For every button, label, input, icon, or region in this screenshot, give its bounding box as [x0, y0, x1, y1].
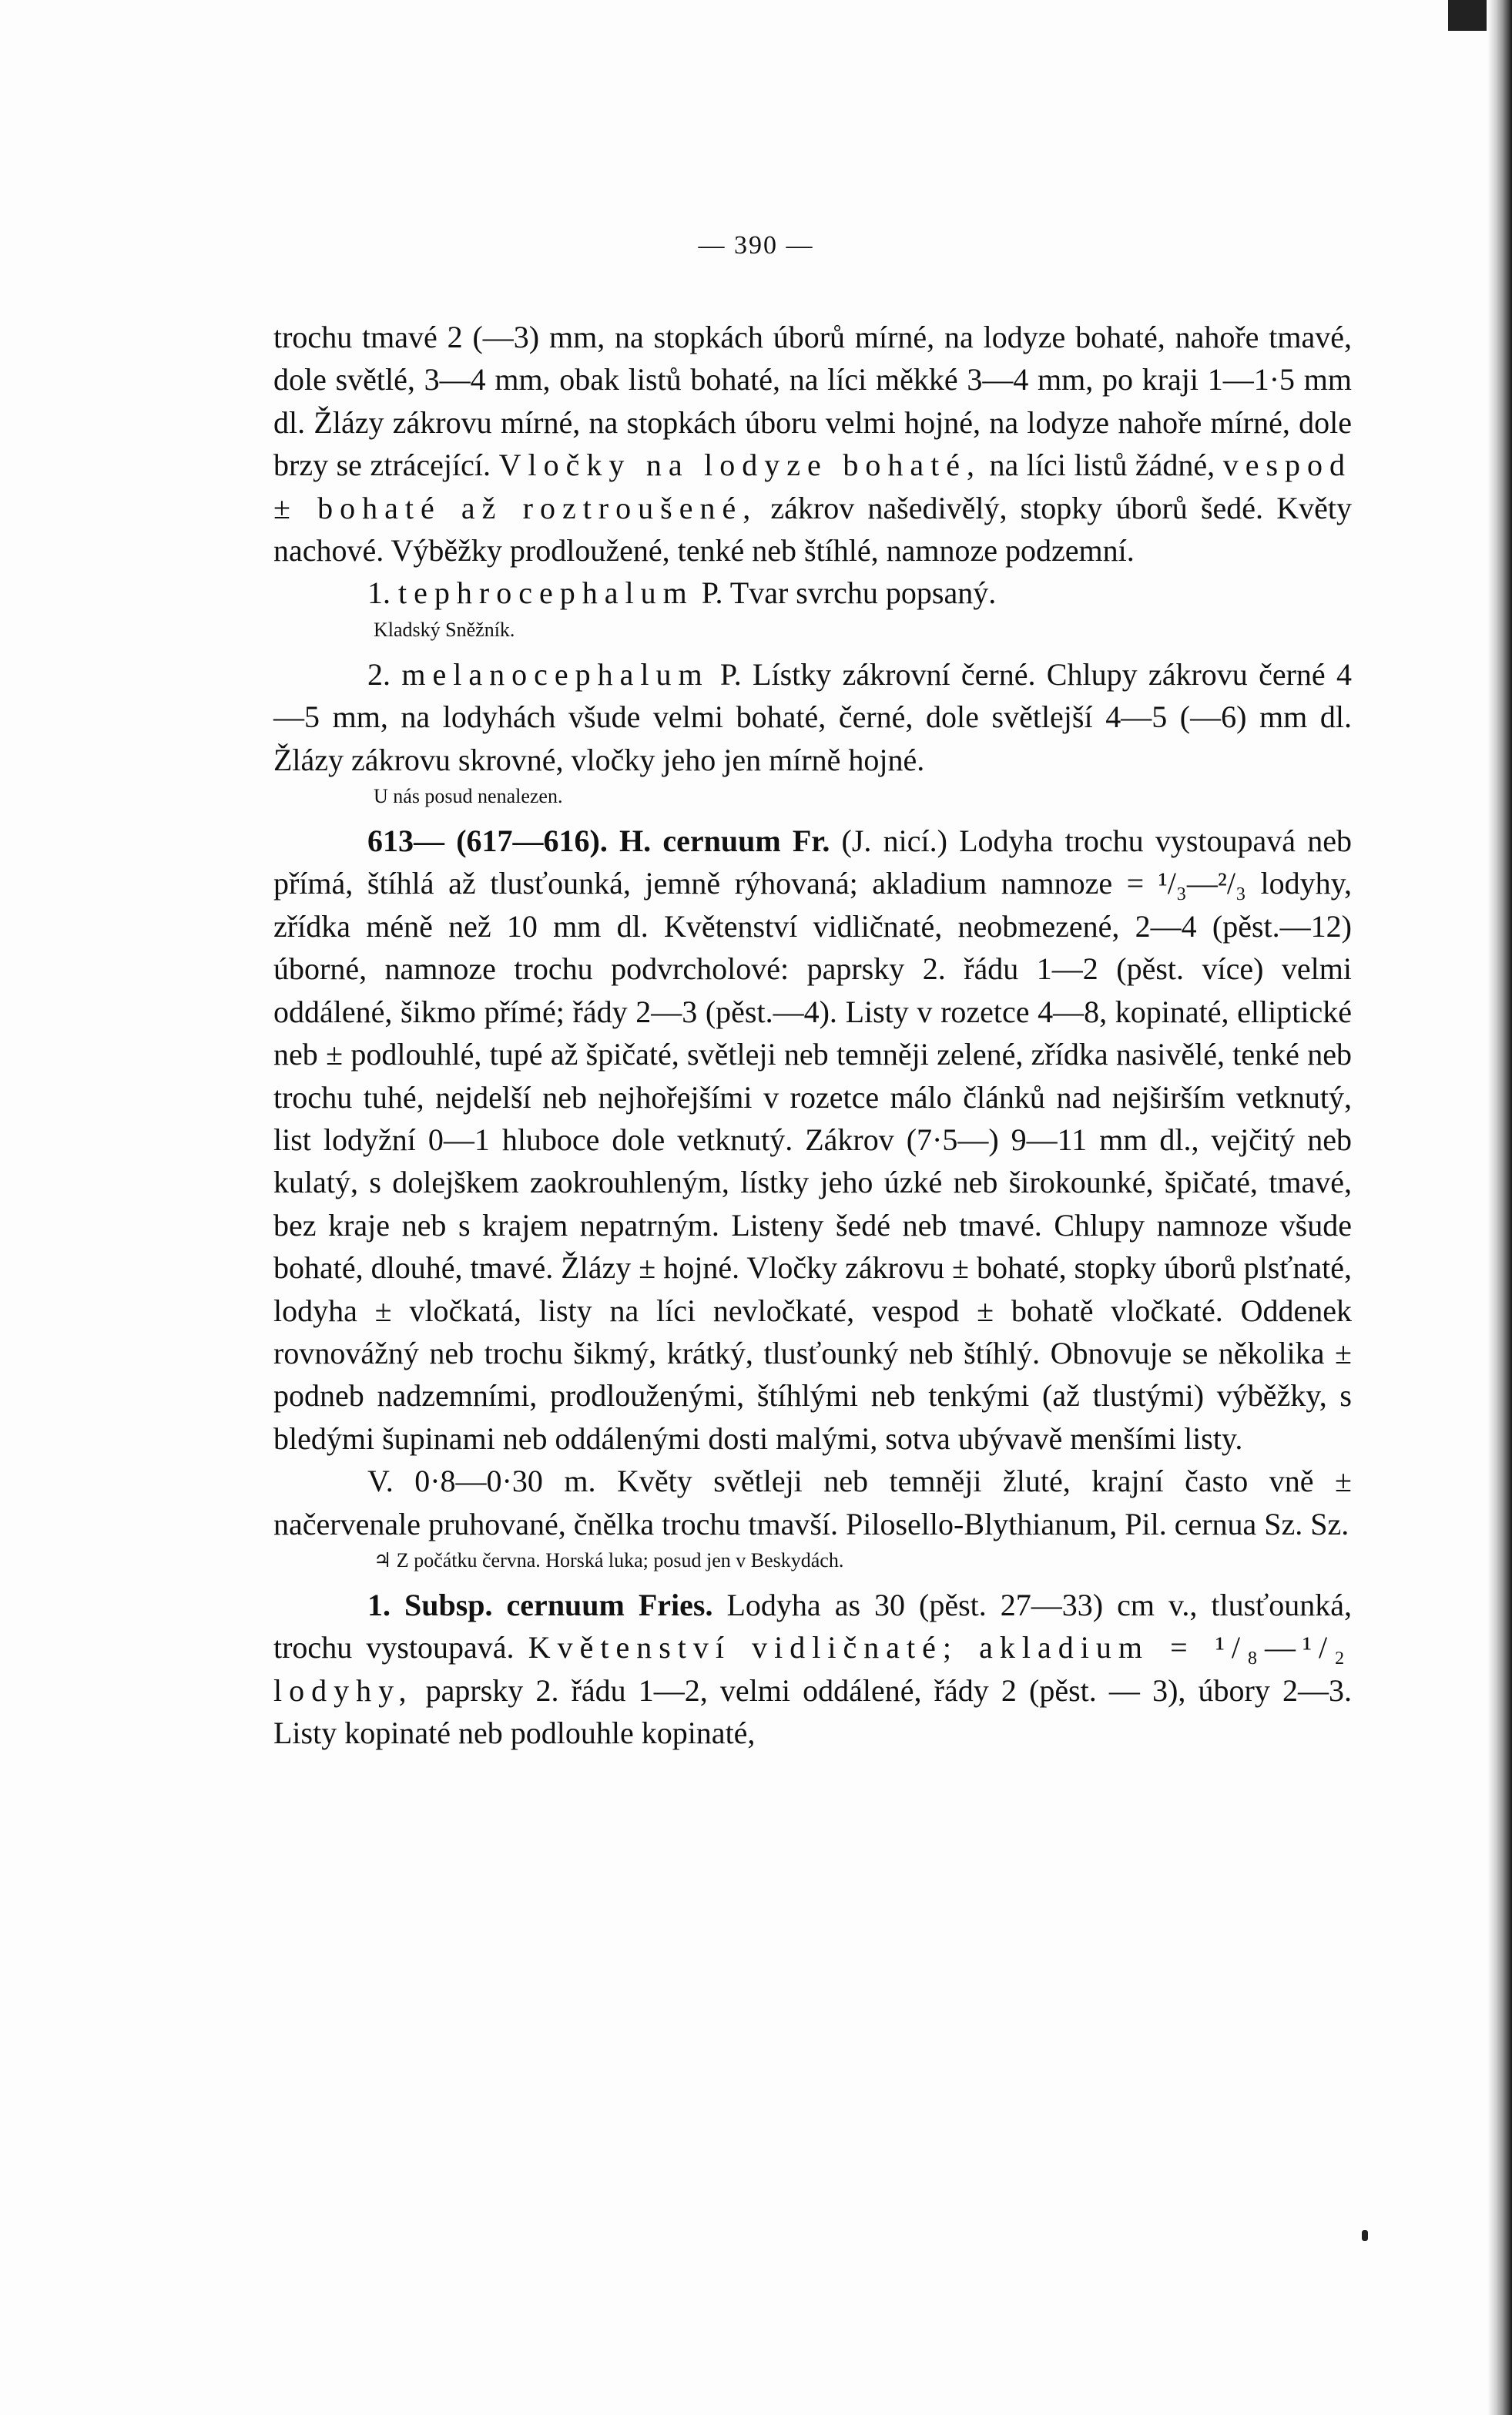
ink-speck: [1362, 2230, 1368, 2241]
variety-1: 1. tephrocephalum P. Tvar svrchu popsaný.: [367, 575, 997, 611]
paragraph-description: trochu tmavé 2 (—3) mm, na stopkách úborů mírné, na lodyze bohaté, nahoře tmavé, dole světlé, 3—4 mm, obak listů bohaté, na líci měkké 3—4 mm, po kraji 1—1·5 mm dl. Žlázy zákrovu mírné, na stopkách úboru velmi hojné, na lodyze nahoře mírné, dole brzy se ztrácející. Vločky na lodyze bohaté, na líci listů žádné, vespod ± bohaté až roztroušené, zákrov našedivělý, stopky úborů šedé. Květy nachové. Výběžky prodloužené, tenké neb štíhlé, namnoze podzemní.: [273, 320, 1353, 569]
page-edge-shadow: [1487, 0, 1512, 2415]
variety-name: melanocephalum: [401, 656, 709, 692]
body-text: [273, 316, 1352, 1755]
spaced-emphasis: Vločky na lodyze bohaté,: [498, 448, 981, 483]
variety-name: tephrocephalum: [398, 575, 694, 611]
spaced-emphasis: Květenství vidličnaté; akladium = ¹/₈—¹/₂ lodyhy,: [273, 1630, 1352, 1708]
subspecies-paragraph: 1. Subsp. cernuum Fries. Lodyha as 30 (pěst. 27—33) cm v., tlusťounká, trochu vystoupavá. Květenství vidličnaté; akladium = ¹/₈—¹/₂ lodyhy, paprsky 2. řádu 1—2, velmi oddálené, řády 2 (pěst. — 3), úbory 2—3. Listy kopinaté neb podlouhle kopinaté,: [273, 1587, 1352, 1751]
variety-2: 2. melanocephalum P. Lístky zákrovní černé. Chlupy zákrovu černé 4—5 mm, na lodyhách všude velmi bohaté, černé, dole světlejší 4—5 (—6) mm dl. Žlázy zákrovu skrovné, vločky jeho jen mírně hojné.: [273, 656, 1353, 777]
bloom-locality: ♃ Z počátku června. Horská luka; posud jen v Beskydách.: [374, 1548, 844, 1571]
page-corner-mark: [1448, 0, 1487, 31]
species-heading: 613— (617—616). H. cernuum Fr.: [367, 823, 830, 859]
page-number: — 390 —: [698, 231, 814, 260]
species-description: 613— (617—616). H. cernuum Fr. (J. nicí.) Lodyha trochu vystoupavá neb přímá, štíhlá až tlusťounká, jemně rýhovaná; akladium namnoze = ¹/₃—²/₃ lodyhy, zřídka méně než 10 mm dl. Květenství vidličnaté, neobmezené, 2—4 (pěst.—12) úborné, namnoze trochu podvrcholové: paprsky 2. řádu 1—2 (pěst. více) velmi oddálené, šikmo přímé; řády 2—3 (pěst.—4). Listy v rozetce 4—8, kopinaté, elliptické neb ± podlouhlé, tupé až špičaté, světleji neb temněji zelené, zřídka nasivělé, tenké neb trochu tuhé, nejdelší neb nejhořejšími v rozetce málo článků nad nejširším vetknutý, list lodyžní 0—1 hluboce dole vetknutý. Zákrov (7·5—) 9—11 mm dl., vejčitý neb kulatý, s dolejškem zaokrouhleným, lístky jeho úzké neb širokounké, špičaté, tmavé, bez kraje neb s krajem nepatrným. Listeny šedé neb tmavé. Chlupy namnoze všude bohaté, dlouhé, tmavé. Žlázy ± hojné. Vločky zákrovu ± bohaté, stopky úborů plsťnaté, lodyha ± vločkatá, listy na líci nevločkaté, vespod ± bohatě vločkaté. Oddenek rovnovážný neb trochu šikmý, krátký, tlusťounký neb štíhlý. Obnovuje se několika ± podneb nadzemními, prodlouženými, štíhlými neb tenkými (až tlustými) výběžky, s bledými šupinami neb oddálenými dosti malými, sotva ubývavě menšími listy.: [273, 823, 1352, 1456]
subspecies-heading: 1. Subsp. cernuum Fries.: [367, 1587, 713, 1622]
variety-1-locality: Kladský Sněžník.: [374, 618, 515, 641]
variety-2-locality: U nás posud nenalezen.: [374, 785, 563, 808]
bloom-paragraph: V. 0·8—0·30 m. Květy světleji neb temněji žluté, krajní často vně ± načervenale pruhované, čnělka trochu tmavší. Pilosello-Blythianum, Pil. cernua Sz. Sz.: [273, 1464, 1352, 1541]
spaced-emphasis: vespod ± bohaté až roztroušené,: [273, 448, 1353, 525]
